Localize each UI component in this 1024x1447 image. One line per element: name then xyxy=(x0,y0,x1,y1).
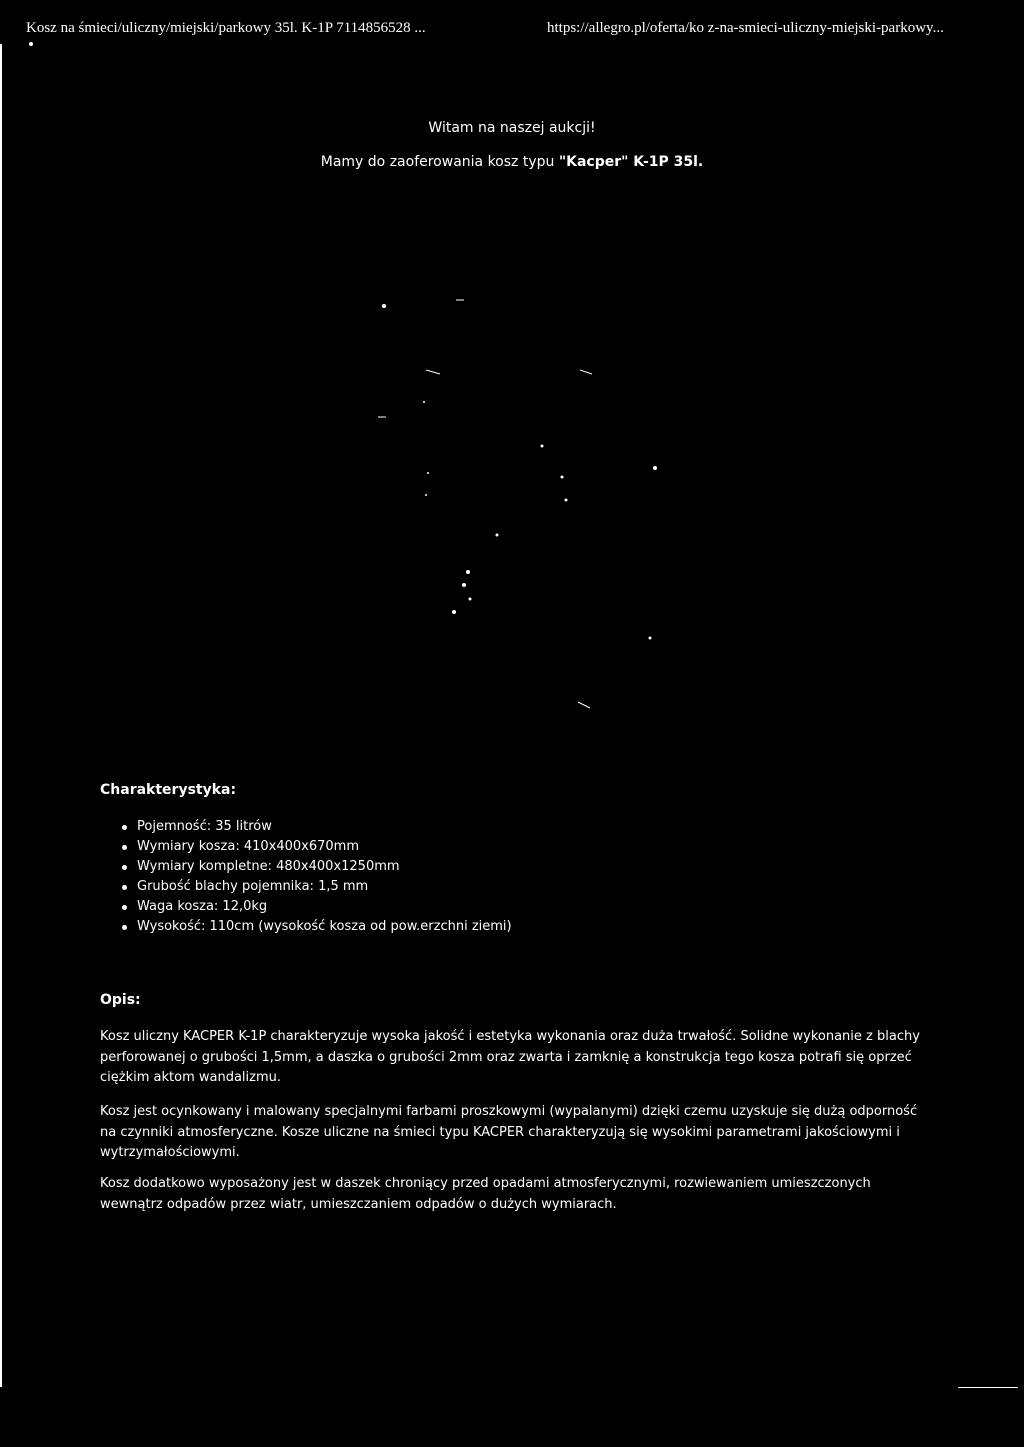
page-url-link[interactable]: https://allegro.pl/oferta/ko z-na-smieci-uliczny-miejski-parkowy... xyxy=(547,20,944,36)
features-heading: Charakterystyka: xyxy=(100,782,237,798)
offer-text xyxy=(0,154,1024,170)
description-paragraph: Kosz dodatkowo wyposażony jest w daszek chroniący przed opadami atmosferycznymi, rozwiewaniem umieszczonych wewnątrz odpadów przez wiatr, umieszczaniem odpadów o dużych wymiarach. xyxy=(100,1176,871,1212)
feature-item-weight: Waga kosza: 12,0kg xyxy=(122,897,512,917)
description-paragraph: Kosz uliczny KACPER K-1P charakteryzuje wysoka jakość i estetyka wykonania oraz duża trwałość. Solidne wykonanie z blachy perforowanej o grubości 1,5mm, a daszka o grubości 2mm oraz zwarta i zamknię a konstrukcja tego kosza potrafi się oprzeć ciężkim aktom wandalizmu. xyxy=(100,1029,920,1085)
feature-item-height: Wysokość: 110cm (wysokość kosza od pow.erzchni ziemi) xyxy=(122,917,512,937)
description-heading: Opis: xyxy=(100,992,141,1008)
feature-item-bin-dimensions: Wymiary kosza: 410x400x670mm xyxy=(122,837,512,857)
description-paragraph: Kosz jest ocynkowany i malowany specjalnymi farbami proszkowymi (wypalanymi) dzięki czemu uzyskuje się dużą odporność na czynniki atmosferyczne. Kosze uliczne na śmieci typu KACPER charakteryzują się wysokimi parametrami jakościowymi i wytrzymałościowymi. xyxy=(100,1104,918,1160)
features-list xyxy=(122,817,512,937)
feature-item-sheet-thickness: Grubość blachy pojemnika: 1,5 mm xyxy=(122,877,512,897)
feature-item-capacity: Pojemność: 35 litrów xyxy=(122,817,512,837)
offer-product-name: "Kacper" K-1P 35l. xyxy=(558,154,704,170)
left-border-line xyxy=(0,44,2,1387)
page-title: Kosz na śmieci/uliczny/miejski/parkowy 35l. K-1P 7114856528 ... xyxy=(26,20,426,36)
footer-line xyxy=(958,1387,1018,1388)
product-image-placeholder xyxy=(360,250,680,720)
feature-item-full-dimensions: Wymiary kompletne: 480x400x1250mm xyxy=(122,857,512,877)
print-header xyxy=(26,20,1014,44)
greeting-text: Witam na naszej aukcji! xyxy=(428,120,596,136)
offer-prefix: Mamy do zaoferowania kosz typu xyxy=(320,154,559,170)
